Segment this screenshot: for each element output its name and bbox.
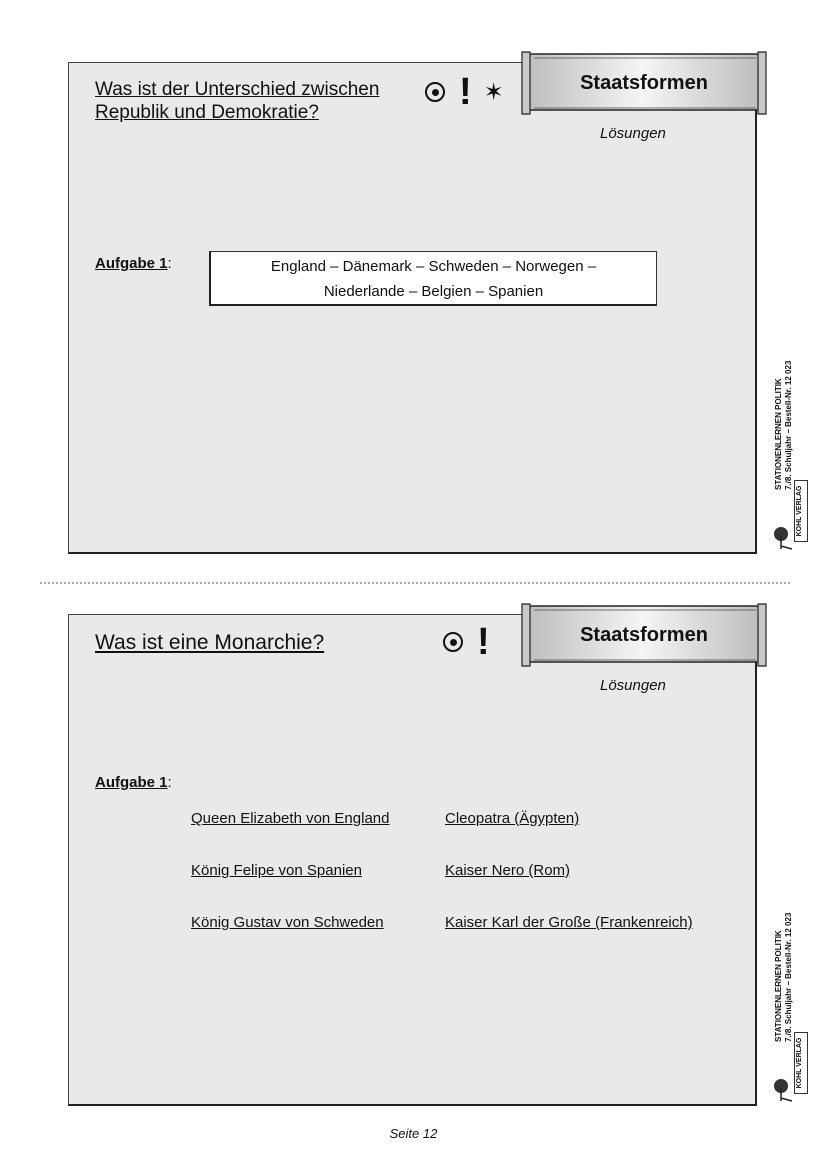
answer-row bbox=[191, 810, 693, 862]
exclamation-icon: ! bbox=[477, 621, 490, 663]
scroll-title: Staatsformen bbox=[580, 624, 708, 646]
cut-line bbox=[40, 582, 790, 584]
answer-item: Kaiser Karl der Große (Frankenreich) bbox=[445, 914, 693, 931]
star-icon: ✶ bbox=[483, 78, 504, 106]
target-icon bbox=[425, 82, 445, 102]
publisher-logo bbox=[772, 482, 808, 552]
answer-list bbox=[191, 810, 693, 966]
answer-item: König Felipe von Spanien bbox=[191, 862, 362, 879]
order-info: 7./8. Schuljahr – Bestell-Nr. 12 023 bbox=[784, 912, 793, 1042]
answer-row bbox=[191, 914, 693, 966]
task-label: Aufgabe 1: bbox=[95, 255, 172, 272]
answer-line: Niederlande – Belgien – Spanien bbox=[323, 283, 544, 300]
scroll-banner bbox=[520, 50, 768, 116]
answer-row bbox=[191, 862, 693, 914]
question-line: Was ist eine Monarchie? bbox=[95, 631, 325, 654]
series-title: STATIONENLERNEN POLITIK bbox=[774, 378, 783, 490]
publisher-logo bbox=[772, 1034, 808, 1104]
difficulty-icons bbox=[443, 623, 490, 661]
side-note-text bbox=[774, 782, 814, 1042]
question-title bbox=[95, 78, 379, 124]
solutions-label: Lösungen bbox=[600, 125, 666, 142]
scroll-title: Staatsformen bbox=[580, 72, 708, 94]
answer-line: England – Dänemark – Schweden – Norwegen – bbox=[270, 258, 597, 275]
tree-icon bbox=[772, 1078, 794, 1102]
tree-icon bbox=[772, 526, 794, 550]
series-title: STATIONENLERNEN POLITIK bbox=[774, 930, 783, 1042]
publisher-name: KOHL VERLAG bbox=[794, 1032, 808, 1094]
scroll-banner bbox=[520, 602, 768, 668]
order-info: 7./8. Schuljahr – Bestell-Nr. 12 023 bbox=[784, 360, 793, 490]
question-title bbox=[95, 631, 324, 654]
exclamation-icon: ! bbox=[459, 71, 472, 113]
answer-item: Queen Elizabeth von England bbox=[191, 810, 390, 827]
target-icon bbox=[443, 632, 463, 652]
question-line: Republik und Demokratie? bbox=[95, 102, 319, 123]
answer-box bbox=[209, 251, 657, 306]
page-number: Seite 12 bbox=[389, 1126, 438, 1141]
publisher-name: KOHL VERLAG bbox=[794, 480, 808, 542]
answer-item: König Gustav von Schweden bbox=[191, 914, 384, 931]
side-note-text bbox=[774, 230, 814, 490]
solutions-label: Lösungen bbox=[600, 677, 666, 694]
question-line: Was ist der Unterschied zwischen bbox=[95, 79, 380, 100]
answer-item: Kaiser Nero (Rom) bbox=[445, 862, 571, 879]
difficulty-icons bbox=[425, 73, 504, 111]
task-label: Aufgabe 1: bbox=[95, 774, 172, 791]
answer-item: Cleopatra (Ägypten) bbox=[445, 810, 580, 827]
